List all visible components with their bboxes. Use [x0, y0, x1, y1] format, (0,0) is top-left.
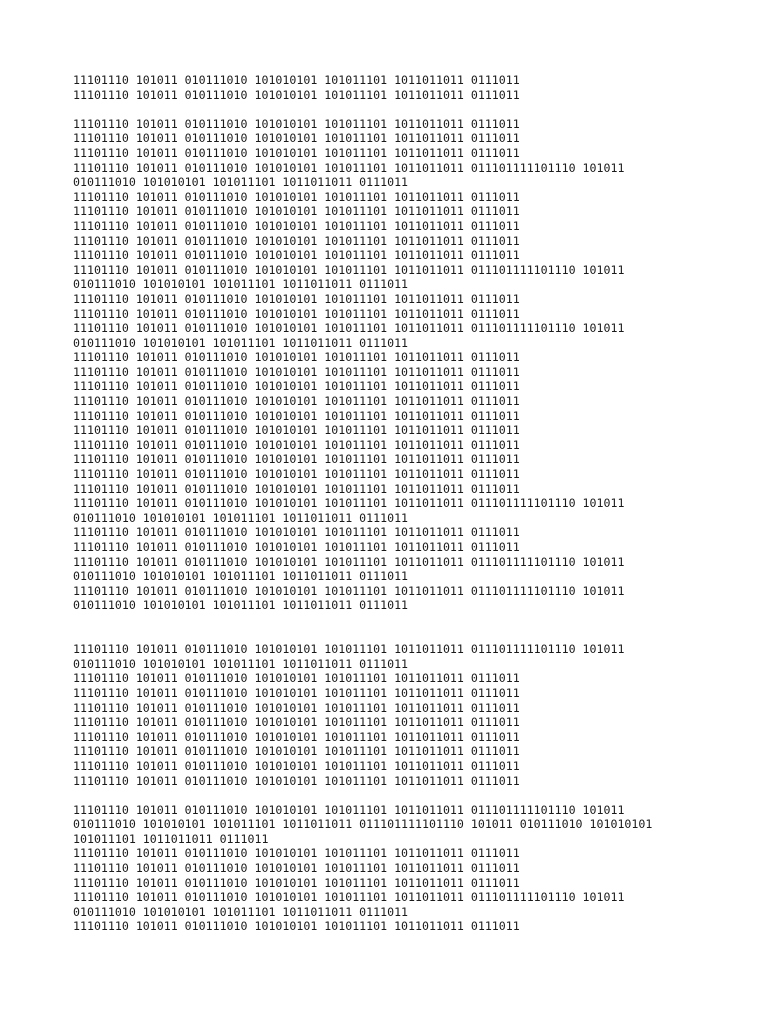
text-line: 11101110 101011 010111010 101010101 101011101 1011011011 0111011: [73, 452, 520, 467]
text-line: 11101110 101011 010111010 101010101 101011101 1011011011 011101111101110 101011: [73, 890, 625, 905]
text-line: 010111010 101010101 101011101 1011011011 0111011: [73, 175, 409, 190]
text-line: 11101110 101011 010111010 101010101 101011101 1011011011 011101111101110 101011: [73, 496, 625, 511]
text-line: 010111010 101010101 101011101 1011011011 0111011: [73, 335, 409, 350]
paragraph-1: [73, 73, 753, 102]
text-line: 010111010 101010101 101011101 1011011011 0111011: [73, 569, 409, 584]
text-line: 11101110 101011 010111010 101010101 101011101 1011011011 0111011: [73, 919, 520, 934]
text-line: 11101110 101011 010111010 101010101 101011101 1011011011 0111011: [73, 437, 520, 452]
text-line: 11101110 101011 010111010 101010101 101011101 1011011011 011101111101110 101011: [73, 554, 625, 569]
text-line: 11101110 101011 010111010 101010101 101011101 1011011011 0111011: [73, 248, 520, 263]
text-line: 11101110 101011 010111010 101010101 101011101 1011011011 0111011: [73, 685, 520, 700]
text-line: 010111010 101010101 101011101 1011011011 0111011: [73, 598, 409, 613]
text-line: 010111010 101010101 101011101 1011011011 0111011: [73, 277, 409, 292]
text-line: 11101110 101011 010111010 101010101 101011101 1011011011 011101111101110 101011: [73, 160, 625, 175]
text-line: 11101110 101011 010111010 101010101 101011101 1011011011 0111011: [73, 700, 520, 715]
text-line: 11101110 101011 010111010 101010101 101011101 1011011011 0111011: [73, 379, 520, 394]
text-line: 11101110 101011 010111010 101010101 101011101 1011011011 0111011: [73, 467, 520, 482]
text-line: 11101110 101011 010111010 101010101 101011101 1011011011 0111011: [73, 131, 520, 146]
text-line: 11101110 101011 010111010 101010101 101011101 1011011011 0111011: [73, 540, 520, 554]
text-line: 010111010 101010101 101011101 1011011011 0111011: [73, 510, 409, 525]
text-line: 010111010 101010101 101011101 1011011011 0111011: [73, 656, 409, 671]
text-line: 11101110 101011 010111010 101010101 101011101 1011011011 0111011: [73, 758, 520, 773]
document-page: [73, 73, 753, 934]
text-line: 11101110 101011 010111010 101010101 101011101 1011011011 0111011: [73, 715, 520, 730]
paragraph-4: [73, 803, 753, 934]
paragraph-3: [73, 642, 753, 788]
text-line: 11101110 101011 010111010 101010101 101011101 1011011011 0111011: [73, 773, 520, 788]
text-line: 11101110 101011 010111010 101010101 101011101 1011011011 0111011: [73, 116, 520, 131]
text-line: 11101110 101011 010111010 101010101 101011101 1011011011 0111011: [73, 671, 520, 686]
text-line: 11101110 101011 010111010 101010101 101011101 1011011011 0111011: [73, 394, 520, 409]
text-line: 11101110 101011 010111010 101010101 101011101 1011011011 011101111101110 101011: [73, 802, 625, 817]
text-line: 11101110 101011 010111010 101010101 101011101 1011011011 0111011: [73, 291, 520, 306]
text-line: 11101110 101011 010111010 101010101 101011101 1011011011 011101111101110 101011: [73, 583, 625, 598]
text-line: 11101110 101011 010111010 101010101 101011101 1011011011 0111011: [73, 729, 520, 744]
text-line: 11101110 101011 010111010 101010101 101011101 1011011011 0111011: [73, 525, 520, 540]
text-line: 11101110 101011 010111010 101010101 101011101 1011011011 0111011: [73, 744, 520, 759]
text-line: 11101110 101011 010111010 101010101 101011101 1011011011 0111011: [73, 189, 520, 204]
text-line: 11101110 101011 010111010 101010101 101011101 1011011011 0111011: [73, 364, 520, 379]
text-line: 101011101 1011011011 0111011: [73, 831, 269, 846]
text-line: 11101110 101011 010111010 101010101 101011101 1011011011 0111011: [73, 408, 520, 423]
text-line: 11101110 101011 010111010 101010101 101011101 1011011011 0111011: [73, 87, 520, 102]
text-line: 11101110 101011 010111010 101010101 101011101 1011011011 0111011: [73, 423, 520, 438]
text-line: 11101110 101011 010111010 101010101 101011101 1011011011 0111011: [73, 846, 520, 861]
text-line: 11101110 101011 010111010 101010101 101011101 1011011011 011101111101110 101011: [73, 321, 625, 336]
text-line: 11101110 101011 010111010 101010101 101011101 1011011011 011101111101110 101011: [73, 262, 625, 277]
text-line: 010111010 101010101 101011101 1011011011 0111011: [73, 904, 409, 919]
text-line: 11101110 101011 010111010 101010101 101011101 1011011011 0111011: [73, 481, 520, 496]
section-gap: [73, 613, 753, 642]
text-line: 11101110 101011 010111010 101010101 101011101 1011011011 0111011: [73, 73, 520, 87]
text-line: 11101110 101011 010111010 101010101 101011101 1011011011 0111011: [73, 145, 520, 160]
text-line: 11101110 101011 010111010 101010101 101011101 1011011011 011101111101110 101011: [73, 642, 625, 657]
text-line: 010111010 101010101 101011101 1011011011 011101111101110 101011 010111010 101010101: [73, 817, 653, 832]
paragraph-gap: [73, 788, 753, 803]
paragraph-2: [73, 117, 753, 613]
text-line: 11101110 101011 010111010 101010101 101011101 1011011011 0111011: [73, 875, 520, 890]
paragraph-gap: [73, 102, 753, 117]
text-line: 11101110 101011 010111010 101010101 101011101 1011011011 0111011: [73, 861, 520, 876]
text-line: 11101110 101011 010111010 101010101 101011101 1011011011 0111011: [73, 204, 520, 219]
text-line: 11101110 101011 010111010 101010101 101011101 1011011011 0111011: [73, 350, 520, 365]
text-line: 11101110 101011 010111010 101010101 101011101 1011011011 0111011: [73, 306, 520, 321]
text-line: 11101110 101011 010111010 101010101 101011101 1011011011 0111011: [73, 218, 520, 233]
text-line: 11101110 101011 010111010 101010101 101011101 1011011011 0111011: [73, 233, 520, 248]
